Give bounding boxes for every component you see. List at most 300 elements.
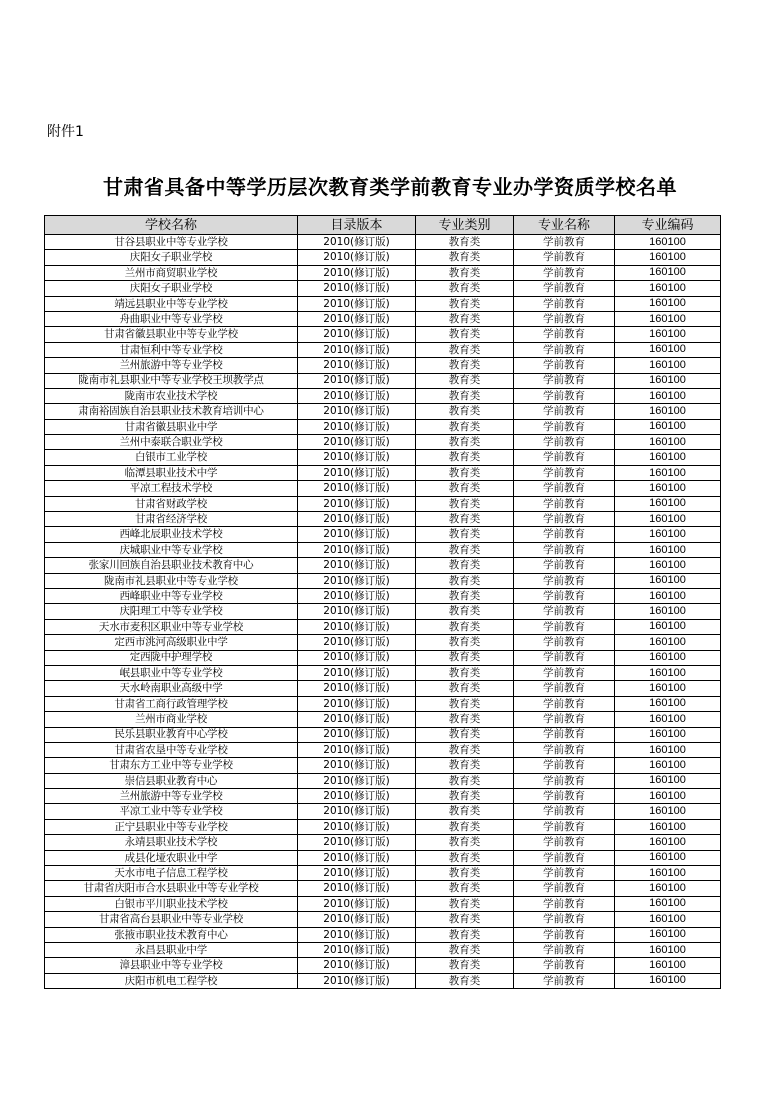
major-category-cell: 教育类: [416, 665, 514, 680]
table-row: [45, 512, 721, 527]
table-row: [45, 296, 721, 311]
table-row: [45, 850, 721, 865]
major-category-cell: 教育类: [416, 958, 514, 973]
major-category-cell: 教育类: [416, 235, 514, 250]
catalog-version-cell: 2010(修订版): [298, 881, 416, 896]
catalog-version-cell: 2010(修订版): [298, 342, 416, 357]
major-name-cell: 学前教育: [514, 727, 615, 742]
major-code-cell: 160100: [615, 281, 721, 296]
catalog-version-cell: 2010(修订版): [298, 404, 416, 419]
table-row: [45, 927, 721, 942]
major-category-cell: 教育类: [416, 265, 514, 280]
major-code-cell: 160100: [615, 250, 721, 265]
major-code-cell: 160100: [615, 311, 721, 326]
major-code-cell: 160100: [615, 819, 721, 834]
major-name-cell: 学前教育: [514, 373, 615, 388]
catalog-version-cell: 2010(修订版): [298, 665, 416, 680]
major-name-cell: 学前教育: [514, 804, 615, 819]
major-name-cell: 学前教育: [514, 866, 615, 881]
table-row: [45, 450, 721, 465]
major-category-cell: 教育类: [416, 588, 514, 603]
major-category-cell: 教育类: [416, 373, 514, 388]
table-row: [45, 819, 721, 834]
major-code-cell: 160100: [615, 665, 721, 680]
school-name-cell: 定西陇中护理学校: [45, 650, 298, 665]
major-name-cell: 学前教育: [514, 619, 615, 634]
header-major-name: 专业名称: [514, 216, 615, 235]
major-category-cell: 教育类: [416, 573, 514, 588]
major-name-cell: 学前教育: [514, 435, 615, 450]
major-category-cell: 教育类: [416, 650, 514, 665]
major-name-cell: 学前教育: [514, 604, 615, 619]
table-row: [45, 665, 721, 680]
school-name-cell: 陇南市礼县职业中等专业学校王坝教学点: [45, 373, 298, 388]
major-category-cell: 教育类: [416, 742, 514, 757]
table-row: [45, 604, 721, 619]
table-row: [45, 742, 721, 757]
catalog-version-cell: 2010(修订版): [298, 912, 416, 927]
major-name-cell: 学前教育: [514, 542, 615, 557]
major-category-cell: 教育类: [416, 388, 514, 403]
school-name-cell: 兰州市商业学校: [45, 712, 298, 727]
table-row: [45, 942, 721, 957]
school-name-cell: 甘肃省经济学校: [45, 512, 298, 527]
major-category-cell: 教育类: [416, 465, 514, 480]
catalog-version-cell: 2010(修订版): [298, 681, 416, 696]
table-row: [45, 789, 721, 804]
major-name-cell: 学前教育: [514, 311, 615, 326]
catalog-version-cell: 2010(修订版): [298, 296, 416, 311]
table-row: [45, 727, 721, 742]
school-name-cell: 兰州旅游中等专业学校: [45, 358, 298, 373]
catalog-version-cell: 2010(修订版): [298, 388, 416, 403]
school-name-cell: 永昌县职业中学: [45, 942, 298, 957]
major-category-cell: 教育类: [416, 527, 514, 542]
major-code-cell: 160100: [615, 896, 721, 911]
catalog-version-cell: 2010(修订版): [298, 958, 416, 973]
major-code-cell: 160100: [615, 619, 721, 634]
major-category-cell: 教育类: [416, 773, 514, 788]
major-category-cell: 教育类: [416, 635, 514, 650]
header-major-code: 专业编码: [615, 216, 721, 235]
school-name-cell: 甘肃省庆阳市合水县职业中等专业学校: [45, 881, 298, 896]
catalog-version-cell: 2010(修订版): [298, 804, 416, 819]
major-name-cell: 学前教育: [514, 235, 615, 250]
major-code-cell: 160100: [615, 588, 721, 603]
table-row: [45, 896, 721, 911]
school-name-cell: 天水市麦积区职业中等专业学校: [45, 619, 298, 634]
major-category-cell: 教育类: [416, 942, 514, 957]
catalog-version-cell: 2010(修订版): [298, 512, 416, 527]
school-name-cell: 舟曲职业中等专业学校: [45, 311, 298, 326]
major-category-cell: 教育类: [416, 311, 514, 326]
major-code-cell: 160100: [615, 727, 721, 742]
major-category-cell: 教育类: [416, 250, 514, 265]
catalog-version-cell: 2010(修订版): [298, 527, 416, 542]
school-roster-table: [44, 215, 721, 989]
major-code-cell: 160100: [615, 373, 721, 388]
table-row: [45, 265, 721, 280]
major-code-cell: 160100: [615, 635, 721, 650]
major-name-cell: 学前教育: [514, 527, 615, 542]
attachment-label: 附件1: [47, 124, 84, 140]
school-name-cell: 崇信县职业教育中心: [45, 773, 298, 788]
major-category-cell: 教育类: [416, 789, 514, 804]
major-name-cell: 学前教育: [514, 850, 615, 865]
major-code-cell: 160100: [615, 881, 721, 896]
major-name-cell: 学前教育: [514, 927, 615, 942]
major-name-cell: 学前教育: [514, 635, 615, 650]
major-category-cell: 教育类: [416, 604, 514, 619]
header-major-category: 专业类别: [416, 216, 514, 235]
major-code-cell: 160100: [615, 758, 721, 773]
catalog-version-cell: 2010(修订版): [298, 742, 416, 757]
major-code-cell: 160100: [615, 481, 721, 496]
major-code-cell: 160100: [615, 265, 721, 280]
major-category-cell: 教育类: [416, 835, 514, 850]
catalog-version-cell: 2010(修订版): [298, 235, 416, 250]
major-name-cell: 学前教育: [514, 388, 615, 403]
catalog-version-cell: 2010(修订版): [298, 435, 416, 450]
school-name-cell: 成县化垭农职业中学: [45, 850, 298, 865]
table-row: [45, 958, 721, 973]
school-name-cell: 肃南裕固族自治县职业技术教育培训中心: [45, 404, 298, 419]
table-row: [45, 388, 721, 403]
catalog-version-cell: 2010(修订版): [298, 696, 416, 711]
major-category-cell: 教育类: [416, 896, 514, 911]
school-name-cell: 甘肃省高台县职业中等专业学校: [45, 912, 298, 927]
major-code-cell: 160100: [615, 604, 721, 619]
major-name-cell: 学前教育: [514, 665, 615, 680]
school-name-cell: 西峰北辰职业技术学校: [45, 527, 298, 542]
school-name-cell: 岷县职业中等专业学校: [45, 665, 298, 680]
major-category-cell: 教育类: [416, 342, 514, 357]
table-row: [45, 650, 721, 665]
school-name-cell: 甘肃恒利中等专业学校: [45, 342, 298, 357]
major-code-cell: 160100: [615, 573, 721, 588]
major-category-cell: 教育类: [416, 496, 514, 511]
major-code-cell: 160100: [615, 235, 721, 250]
catalog-version-cell: 2010(修订版): [298, 496, 416, 511]
major-code-cell: 160100: [615, 866, 721, 881]
catalog-version-cell: 2010(修订版): [298, 311, 416, 326]
school-name-cell: 甘肃省农垦中等专业学校: [45, 742, 298, 757]
major-name-cell: 学前教育: [514, 896, 615, 911]
major-code-cell: 160100: [615, 789, 721, 804]
table-row: [45, 619, 721, 634]
major-code-cell: 160100: [615, 650, 721, 665]
school-name-cell: 西峰职业中等专业学校: [45, 588, 298, 603]
table-row: [45, 235, 721, 250]
catalog-version-cell: 2010(修订版): [298, 635, 416, 650]
school-name-cell: 临潭县职业技术中学: [45, 465, 298, 480]
major-name-cell: 学前教育: [514, 327, 615, 342]
catalog-version-cell: 2010(修订版): [298, 542, 416, 557]
catalog-version-cell: 2010(修订版): [298, 942, 416, 957]
table-row: [45, 696, 721, 711]
major-name-cell: 学前教育: [514, 712, 615, 727]
school-name-cell: 天水岭南职业高级中学: [45, 681, 298, 696]
major-category-cell: 教育类: [416, 881, 514, 896]
major-category-cell: 教育类: [416, 512, 514, 527]
school-name-cell: 白银市平川职业技术学校: [45, 896, 298, 911]
school-name-cell: 平凉工程技术学校: [45, 481, 298, 496]
school-name-cell: 民乐县职业教育中心学校: [45, 727, 298, 742]
school-name-cell: 甘肃省徽县职业中学: [45, 419, 298, 434]
table-row: [45, 866, 721, 881]
major-code-cell: 160100: [615, 835, 721, 850]
major-name-cell: 学前教育: [514, 912, 615, 927]
school-name-cell: 甘肃省工商行政管理学校: [45, 696, 298, 711]
major-name-cell: 学前教育: [514, 942, 615, 957]
major-category-cell: 教育类: [416, 819, 514, 834]
catalog-version-cell: 2010(修订版): [298, 619, 416, 634]
major-name-cell: 学前教育: [514, 650, 615, 665]
major-code-cell: 160100: [615, 542, 721, 557]
catalog-version-cell: 2010(修订版): [298, 265, 416, 280]
major-code-cell: 160100: [615, 419, 721, 434]
school-name-cell: 庆阳女子职业学校: [45, 281, 298, 296]
school-name-cell: 庆城职业中等专业学校: [45, 542, 298, 557]
catalog-version-cell: 2010(修订版): [298, 419, 416, 434]
major-category-cell: 教育类: [416, 912, 514, 927]
table-row: [45, 681, 721, 696]
major-name-cell: 学前教育: [514, 681, 615, 696]
catalog-version-cell: 2010(修订版): [298, 927, 416, 942]
major-name-cell: 学前教育: [514, 819, 615, 834]
major-code-cell: 160100: [615, 681, 721, 696]
school-name-cell: 永靖县职业技术学校: [45, 835, 298, 850]
catalog-version-cell: 2010(修订版): [298, 450, 416, 465]
major-category-cell: 教育类: [416, 681, 514, 696]
major-category-cell: 教育类: [416, 358, 514, 373]
table-row: [45, 373, 721, 388]
major-code-cell: 160100: [615, 958, 721, 973]
catalog-version-cell: 2010(修订版): [298, 835, 416, 850]
major-category-cell: 教育类: [416, 281, 514, 296]
school-name-cell: 定西市洮河高级职业中学: [45, 635, 298, 650]
major-name-cell: 学前教育: [514, 296, 615, 311]
major-name-cell: 学前教育: [514, 481, 615, 496]
catalog-version-cell: 2010(修订版): [298, 850, 416, 865]
major-category-cell: 教育类: [416, 927, 514, 942]
table-row: [45, 912, 721, 927]
major-code-cell: 160100: [615, 712, 721, 727]
major-category-cell: 教育类: [416, 804, 514, 819]
major-code-cell: 160100: [615, 327, 721, 342]
school-name-cell: 张掖市职业技术教育中心: [45, 927, 298, 942]
table-row: [45, 250, 721, 265]
major-category-cell: 教育类: [416, 712, 514, 727]
table-row: [45, 481, 721, 496]
major-name-cell: 学前教育: [514, 450, 615, 465]
table-row: [45, 573, 721, 588]
table-row: [45, 281, 721, 296]
catalog-version-cell: 2010(修订版): [298, 327, 416, 342]
major-category-cell: 教育类: [416, 435, 514, 450]
major-name-cell: 学前教育: [514, 496, 615, 511]
table-body: [45, 235, 721, 989]
major-name-cell: 学前教育: [514, 281, 615, 296]
catalog-version-cell: 2010(修订版): [298, 250, 416, 265]
catalog-version-cell: 2010(修订版): [298, 481, 416, 496]
major-name-cell: 学前教育: [514, 835, 615, 850]
table-row: [45, 973, 721, 988]
major-code-cell: 160100: [615, 773, 721, 788]
major-category-cell: 教育类: [416, 296, 514, 311]
major-category-cell: 教育类: [416, 758, 514, 773]
major-code-cell: 160100: [615, 465, 721, 480]
catalog-version-cell: 2010(修订版): [298, 373, 416, 388]
major-name-cell: 学前教育: [514, 512, 615, 527]
major-name-cell: 学前教育: [514, 558, 615, 573]
major-category-cell: 教育类: [416, 404, 514, 419]
major-category-cell: 教育类: [416, 558, 514, 573]
catalog-version-cell: 2010(修订版): [298, 773, 416, 788]
major-code-cell: 160100: [615, 496, 721, 511]
major-name-cell: 学前教育: [514, 404, 615, 419]
major-code-cell: 160100: [615, 742, 721, 757]
catalog-version-cell: 2010(修订版): [298, 588, 416, 603]
header-catalog-version: 目录版本: [298, 216, 416, 235]
major-category-cell: 教育类: [416, 696, 514, 711]
table-row: [45, 435, 721, 450]
table-row: [45, 588, 721, 603]
school-name-cell: 甘肃东方工业中等专业学校: [45, 758, 298, 773]
school-name-cell: 庆阳市机电工程学校: [45, 973, 298, 988]
major-code-cell: 160100: [615, 512, 721, 527]
table-row: [45, 712, 721, 727]
major-name-cell: 学前教育: [514, 758, 615, 773]
major-name-cell: 学前教育: [514, 265, 615, 280]
major-code-cell: 160100: [615, 927, 721, 942]
header-school-name: 学校名称: [45, 216, 298, 235]
major-name-cell: 学前教育: [514, 358, 615, 373]
major-name-cell: 学前教育: [514, 773, 615, 788]
table-row: [45, 527, 721, 542]
major-category-cell: 教育类: [416, 327, 514, 342]
major-code-cell: 160100: [615, 912, 721, 927]
major-category-cell: 教育类: [416, 619, 514, 634]
table-row: [45, 327, 721, 342]
major-name-cell: 学前教育: [514, 696, 615, 711]
table-row: [45, 342, 721, 357]
catalog-version-cell: 2010(修订版): [298, 789, 416, 804]
school-name-cell: 天水市电子信息工程学校: [45, 866, 298, 881]
major-code-cell: 160100: [615, 558, 721, 573]
table-row: [45, 635, 721, 650]
major-code-cell: 160100: [615, 358, 721, 373]
major-category-cell: 教育类: [416, 973, 514, 988]
major-name-cell: 学前教育: [514, 789, 615, 804]
catalog-version-cell: 2010(修订版): [298, 558, 416, 573]
major-code-cell: 160100: [615, 296, 721, 311]
major-category-cell: 教育类: [416, 542, 514, 557]
school-name-cell: 庆阳理工中等专业学校: [45, 604, 298, 619]
catalog-version-cell: 2010(修订版): [298, 465, 416, 480]
table-row: [45, 835, 721, 850]
school-name-cell: 兰州市商贸职业学校: [45, 265, 298, 280]
table-row: [45, 465, 721, 480]
table-row: [45, 542, 721, 557]
school-name-cell: 白银市工业学校: [45, 450, 298, 465]
major-code-cell: 160100: [615, 435, 721, 450]
school-name-cell: 甘肃省财政学校: [45, 496, 298, 511]
major-name-cell: 学前教育: [514, 250, 615, 265]
major-code-cell: 160100: [615, 696, 721, 711]
major-code-cell: 160100: [615, 527, 721, 542]
major-category-cell: 教育类: [416, 866, 514, 881]
major-name-cell: 学前教育: [514, 742, 615, 757]
major-code-cell: 160100: [615, 342, 721, 357]
major-name-cell: 学前教育: [514, 588, 615, 603]
major-name-cell: 学前教育: [514, 342, 615, 357]
major-name-cell: 学前教育: [514, 958, 615, 973]
school-name-cell: 靖远县职业中等专业学校: [45, 296, 298, 311]
major-code-cell: 160100: [615, 404, 721, 419]
school-name-cell: 漳县职业中等专业学校: [45, 958, 298, 973]
table-row: [45, 419, 721, 434]
school-name-cell: 兰州中泰联合职业学校: [45, 435, 298, 450]
school-name-cell: 正宁县职业中等专业学校: [45, 819, 298, 834]
major-category-cell: 教育类: [416, 419, 514, 434]
table-row: [45, 358, 721, 373]
catalog-version-cell: 2010(修订版): [298, 281, 416, 296]
catalog-version-cell: 2010(修订版): [298, 758, 416, 773]
major-code-cell: 160100: [615, 850, 721, 865]
major-code-cell: 160100: [615, 450, 721, 465]
catalog-version-cell: 2010(修订版): [298, 866, 416, 881]
catalog-version-cell: 2010(修订版): [298, 573, 416, 588]
major-category-cell: 教育类: [416, 727, 514, 742]
school-name-cell: 平凉工业中等专业学校: [45, 804, 298, 819]
major-name-cell: 学前教育: [514, 419, 615, 434]
major-code-cell: 160100: [615, 388, 721, 403]
table-row: [45, 496, 721, 511]
major-code-cell: 160100: [615, 804, 721, 819]
catalog-version-cell: 2010(修订版): [298, 973, 416, 988]
catalog-version-cell: 2010(修订版): [298, 819, 416, 834]
major-name-cell: 学前教育: [514, 881, 615, 896]
major-category-cell: 教育类: [416, 450, 514, 465]
document-title: 甘肃省具备中等学历层次教育类学前教育专业办学资质学校名单: [103, 175, 677, 199]
major-category-cell: 教育类: [416, 481, 514, 496]
major-name-cell: 学前教育: [514, 973, 615, 988]
table-row: [45, 558, 721, 573]
table-row: [45, 881, 721, 896]
school-name-cell: 兰州旅游中等专业学校: [45, 789, 298, 804]
header-row: [45, 216, 721, 235]
catalog-version-cell: 2010(修订版): [298, 650, 416, 665]
catalog-version-cell: 2010(修订版): [298, 604, 416, 619]
catalog-version-cell: 2010(修订版): [298, 727, 416, 742]
school-name-cell: 甘谷县职业中等专业学校: [45, 235, 298, 250]
catalog-version-cell: 2010(修订版): [298, 712, 416, 727]
table-row: [45, 404, 721, 419]
school-name-cell: 陇南市礼县职业中等专业学校: [45, 573, 298, 588]
table-row: [45, 758, 721, 773]
catalog-version-cell: 2010(修订版): [298, 896, 416, 911]
major-name-cell: 学前教育: [514, 573, 615, 588]
table-row: [45, 311, 721, 326]
school-name-cell: 陇南市农业技术学校: [45, 388, 298, 403]
major-category-cell: 教育类: [416, 850, 514, 865]
major-code-cell: 160100: [615, 973, 721, 988]
school-name-cell: 张家川回族自治县职业技术教育中心: [45, 558, 298, 573]
table-row: [45, 773, 721, 788]
catalog-version-cell: 2010(修订版): [298, 358, 416, 373]
table-row: [45, 804, 721, 819]
